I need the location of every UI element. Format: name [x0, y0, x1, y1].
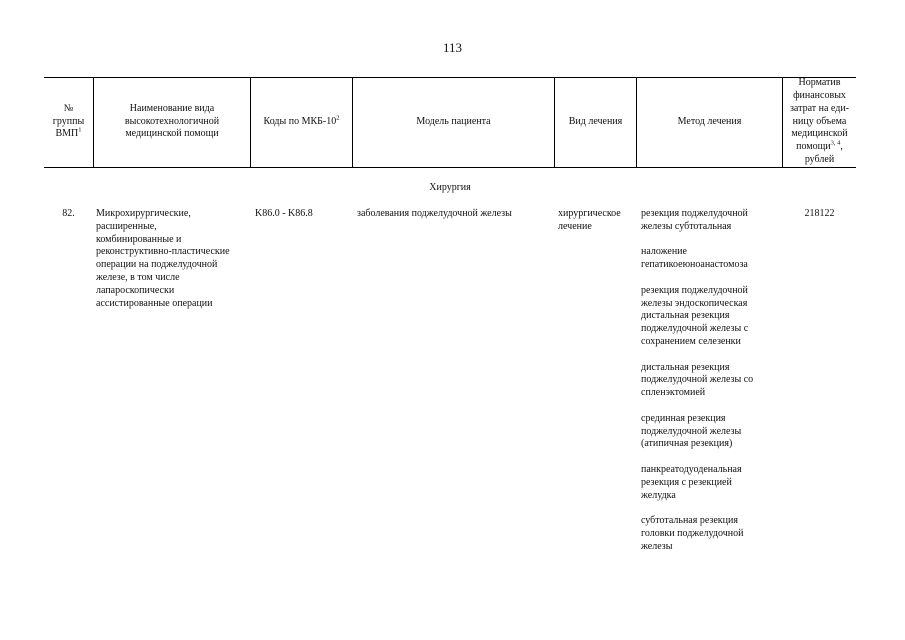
- header-treatment-method: Метод лечения: [677, 115, 742, 127]
- header-group-number: № группы ВМП$^1$: [52, 102, 85, 140]
- icd-codes: K86.0 - K86.8: [255, 208, 313, 219]
- treatment-methods: [641, 208, 781, 566]
- method-item: срединная резекция поджелудочной железы (атипичная резекция): [641, 412, 742, 450]
- page-number: 113: [442, 40, 463, 55]
- method-item: субтотальная резекция головки поджелудочной железы: [641, 515, 744, 552]
- cost-value: 218122: [804, 208, 835, 219]
- method-item: дистальная резекция поджелудочной железы со спленэктомией: [641, 361, 754, 399]
- row-number: 82.: [62, 208, 75, 219]
- header-treatment-type: Вид лечения: [568, 115, 623, 127]
- header-icd-codes: Коды по МКБ-$10^2$: [263, 114, 340, 127]
- table-header-bottom-border: [44, 167, 856, 168]
- method-item: наложение гепатикоеюноанастомоза: [641, 246, 748, 271]
- section-title: Хирургия: [429, 182, 471, 193]
- method-item: резекция поджелудочной железы эндоскопическая дистальная резекция поджелудочной железы с сохранением селезенки: [641, 284, 749, 347]
- method-item: панкреатодуоденальная резекция с резекцией желудка: [641, 463, 742, 501]
- treatment-type: хирургическое лечение: [558, 208, 621, 232]
- patient-model: заболевания поджелудочной железы: [357, 208, 512, 219]
- care-type-name: Микрохирургические, расширенные, комбинированные и реконструктивно-пластические операции на поджелудочной железе, в том числе лапароскопически ассистированные операции: [96, 208, 230, 309]
- header-care-type: Наименование вида высокотехнологичной медицинской помощи: [124, 102, 220, 140]
- header-patient-model: Модель пациента: [416, 115, 491, 127]
- method-item: резекция поджелудочной железы субтотальная: [641, 208, 748, 232]
- header-cost-norm: Норматив финансовых затрат на еди- ницу объема медицинской помощи$^{3, 4}$, рублей: [789, 77, 850, 165]
